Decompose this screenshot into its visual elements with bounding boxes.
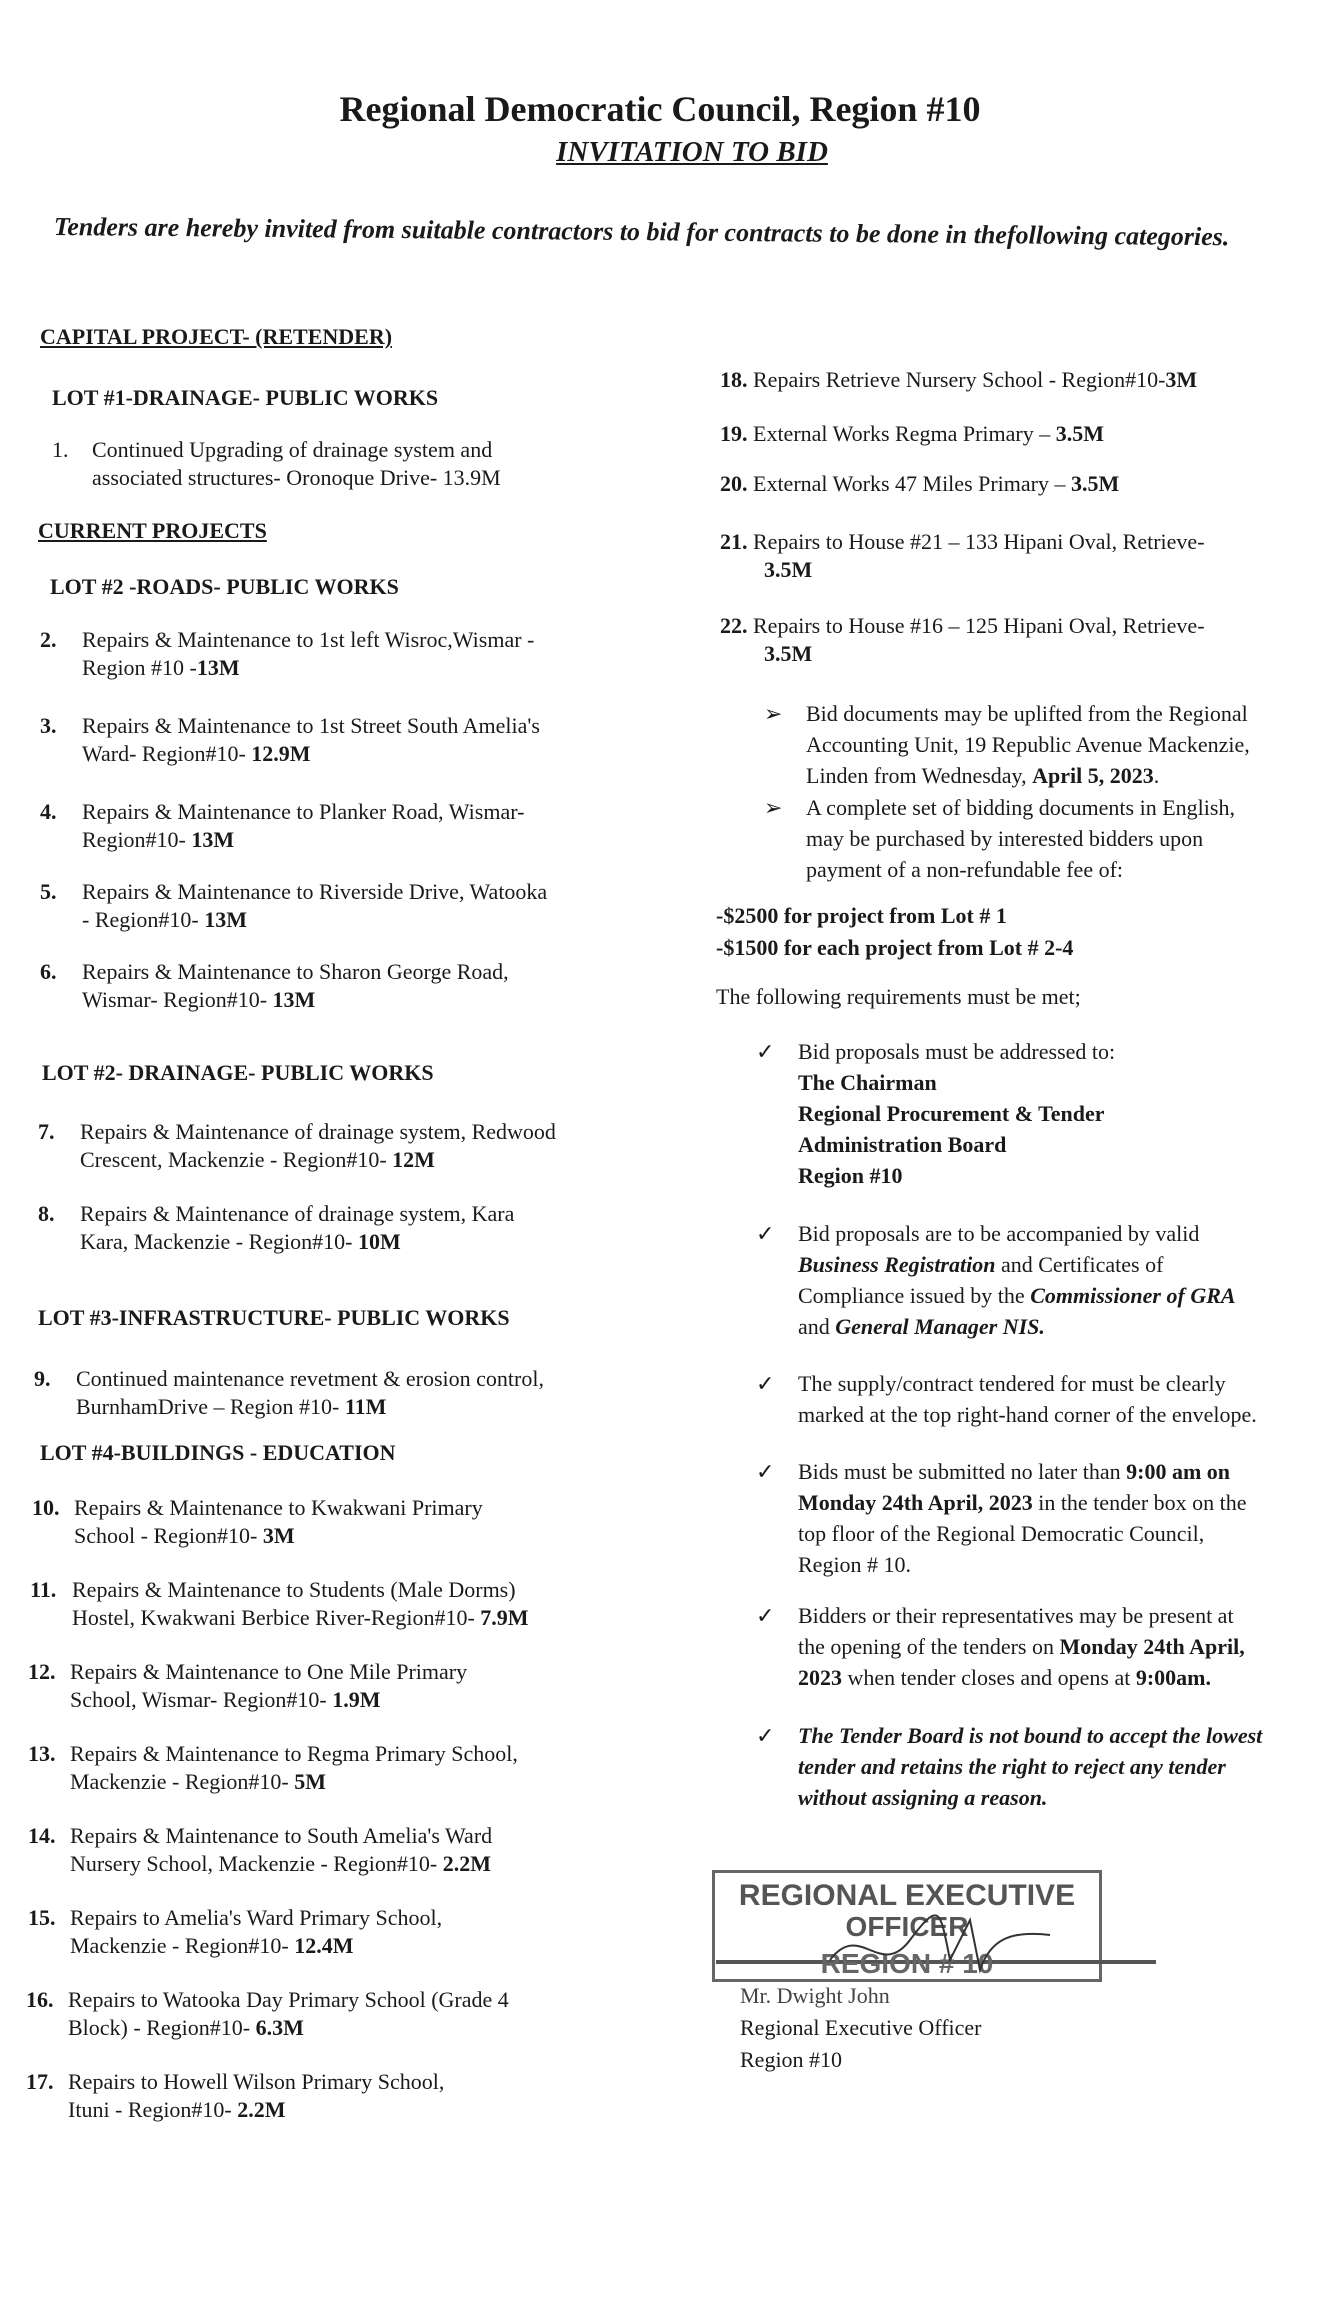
item-amount: 3.5M <box>764 557 813 582</box>
item-amount: 3.5M <box>1055 421 1104 446</box>
list-item <box>720 366 1300 394</box>
item-text: Mackenzie - Region#10- <box>70 1933 295 1958</box>
current-projects-heading: CURRENT PROJECTS <box>38 518 267 543</box>
bullet-item: ➢ Bid documents may be uplifted from the Regional Accounting Unit, 19 Republic Avenue Mackenzie, Linden from Wednesday, April 5, 2023. <box>764 698 1304 791</box>
item-text: Repairs to House #16 – 125 Hipani Oval, Retrieve- <box>753 613 1205 638</box>
page-title: Regional Democratic Council, Region #10 <box>339 89 981 129</box>
item-amount: 2.2M <box>442 1851 491 1876</box>
lot1-heading: LOT #1-DRAINAGE- PUBLIC WORKS <box>52 385 439 410</box>
list-item <box>720 420 1300 448</box>
list-item <box>720 470 1300 498</box>
item-text: Hostel, Kwakwani Berbice River-Region#10- <box>72 1605 481 1630</box>
signer-title: Regional Executive Officer <box>740 2015 982 2040</box>
item-number: 18. <box>720 367 748 392</box>
item-text: Repairs to Howell Wilson Primary School, <box>68 2069 445 2094</box>
item-amount: 5M <box>294 1769 326 1794</box>
item-number: 11. <box>30 1577 57 1602</box>
checkmark-icon: ✓ <box>756 1371 775 1396</box>
item-amount: 13M <box>272 987 316 1012</box>
checkmark-icon: ✓ <box>756 1459 775 1484</box>
requirement-item: ✓ Bid proposals must be addressed to: The Chairman Regional Procurement & Tender Administration Board Region #10 <box>756 1036 1296 1191</box>
arrow-bullet-icon: ➢ <box>764 701 783 726</box>
item-amount: 13M <box>191 827 235 852</box>
item-amount: 2.2M <box>237 2097 286 2122</box>
stamp-region: REGION # 10 <box>820 1948 994 1979</box>
list-item <box>28 1822 668 1878</box>
item-amount: 3.5M <box>764 641 813 666</box>
item-text: Block) - Region#10- <box>68 2015 256 2040</box>
lot2-drainage-heading: LOT #2- DRAINAGE- PUBLIC WORKS <box>42 1060 434 1085</box>
checkmark-icon: ✓ <box>756 1039 775 1064</box>
checkmark-icon: ✓ <box>756 1221 775 1246</box>
item-amount: 3.5M <box>1071 471 1120 496</box>
signer-name: Mr. Dwight John <box>740 1983 890 2008</box>
requirement-item: ✓ Bids must be submitted no later than 9:00 am on Monday 24th April, 2023 in the tender box on the top floor of the Regional Democratic Council, Region # 10. <box>756 1456 1296 1580</box>
item-text: School, Wismar- Region#10- <box>70 1687 333 1712</box>
item-text: Repairs to House #21 – 133 Hipani Oval, Retrieve- <box>753 529 1205 554</box>
item-number: 12. <box>28 1659 56 1684</box>
list-item <box>40 878 680 934</box>
page-subtitle: INVITATION TO BID <box>556 136 828 168</box>
item-text: Repairs & Maintenance to Riverside Drive, Watooka <box>82 879 548 904</box>
item-text: Region#10- <box>82 827 192 852</box>
item-number: 1. <box>52 437 69 462</box>
item-text: Repairs & Maintenance to Regma Primary School, <box>70 1741 518 1766</box>
item-text: BurnhamDrive – Region #10- <box>76 1394 345 1419</box>
list-item <box>28 1658 668 1714</box>
list-item <box>32 1494 672 1550</box>
fee-lot1: -$2500 for project from Lot # 1 <box>716 903 1007 928</box>
item-amount: 7.9M <box>480 1605 529 1630</box>
bullet-item: ➢ A complete set of bidding documents in English, may be purchased by interested bidders upon payment of a non-refundable fee of: <box>764 792 1304 885</box>
item-text: Crescent, Mackenzie - Region#10- <box>80 1147 393 1172</box>
item-text: Repairs Retrieve Nursery School - Region#10- <box>753 367 1166 392</box>
list-item <box>40 958 680 1014</box>
item-number: 22. <box>720 613 748 638</box>
item-number: 9. <box>34 1366 51 1391</box>
item-text: Ituni - Region#10- <box>68 2097 238 2122</box>
requirement-item: ✓ The supply/contract tendered for must be clearly marked at the top right-hand corner of the envelope. <box>756 1368 1316 1430</box>
item-text: Repairs & Maintenance to South Amelia's Ward <box>70 1823 493 1848</box>
item-text: Repairs & Maintenance to 1st Street South Amelia's <box>82 713 540 738</box>
item-number: 16. <box>26 1987 54 2012</box>
item-text: External Works Regma Primary – <box>753 421 1056 446</box>
item-text: Repairs & Maintenance to Sharon George Road, <box>82 959 509 984</box>
item-number: 5. <box>40 879 57 904</box>
item-text: Repairs & Maintenance to One Mile Primary <box>70 1659 468 1684</box>
signer-block <box>740 1980 982 2076</box>
item-number: 19. <box>720 421 748 446</box>
item-text: Repairs & Maintenance of drainage system, Kara <box>80 1201 515 1226</box>
item-amount: 12.4M <box>294 1933 354 1958</box>
item-text: Repairs to Watooka Day Primary School (Grade 4 <box>68 1987 509 2012</box>
signature-icon <box>820 1900 1060 1990</box>
checkmark-icon: ✓ <box>756 1603 775 1628</box>
item-text: Repairs & Maintenance to Students (Male Dorms) <box>72 1577 516 1602</box>
list-item <box>38 1200 678 1256</box>
capital-project-heading: CAPITAL PROJECT- (RETENDER) <box>40 324 393 349</box>
item-number: 20. <box>720 471 748 496</box>
list-item <box>40 712 680 768</box>
item-text: School - Region#10- <box>74 1523 263 1548</box>
item-text: Ward- Region#10- <box>82 741 252 766</box>
item-text: Repairs & Maintenance to 1st left Wisroc,Wismar - <box>82 627 535 652</box>
list-item <box>26 1986 666 2042</box>
list-item <box>28 1740 668 1796</box>
list-item <box>52 436 612 492</box>
item-text: Repairs & Maintenance to Planker Road, Wismar- <box>82 799 525 824</box>
item-text: Nursery School, Mackenzie - Region#10- <box>70 1851 443 1876</box>
item-number: 17. <box>26 2069 54 2094</box>
item-text: Continued maintenance revetment & erosion control, <box>76 1366 544 1391</box>
list-item <box>28 1904 668 1960</box>
item-text: Region #10 - <box>82 655 197 680</box>
item-number: 13. <box>28 1741 56 1766</box>
signer-region: Region #10 <box>740 2047 843 2072</box>
list-item <box>40 798 680 854</box>
item-number: 2. <box>40 627 57 652</box>
item-amount: 13M <box>204 907 247 932</box>
item-text: Wismar- Region#10- <box>82 987 273 1012</box>
item-text: Continued Upgrading of drainage system and <box>92 437 493 462</box>
item-number: 21. <box>720 529 748 554</box>
item-text: Repairs & Maintenance to Kwakwani Primary <box>74 1495 483 1520</box>
item-text: Mackenzie - Region#10- <box>70 1769 295 1794</box>
list-item <box>30 1576 670 1632</box>
item-amount: 3M <box>1165 367 1198 392</box>
intro-text: Tenders are hereby invited from suitable contractors to bid for contracts to be done in thefollowing categories. <box>53 211 1230 252</box>
lot2-roads-heading: LOT #2 -ROADS- PUBLIC WORKS <box>50 574 399 599</box>
list-item <box>34 1365 674 1421</box>
item-text: External Works 47 Miles Primary – <box>753 471 1072 496</box>
stamp-text: OFFICER <box>845 1911 969 1942</box>
arrow-bullet-icon: ➢ <box>764 795 783 820</box>
item-number: 4. <box>40 799 57 824</box>
item-text: Repairs & Maintenance of drainage system, Redwood <box>80 1119 556 1144</box>
disclaimer-item: ✓ The Tender Board is not bound to accept the lowest tender and retains the right to reject any tender without assigning a reason. <box>756 1720 1316 1813</box>
list-item <box>38 1118 678 1174</box>
requirement-item: ✓ Bidders or their representatives may be present at the opening of the tenders on Monday 24th April, 2023 when tender closes and opens at 9:00am. <box>756 1600 1296 1693</box>
item-amount: 12M <box>392 1147 435 1172</box>
list-item <box>720 612 1300 668</box>
item-amount: 6.3M <box>255 2015 304 2040</box>
requirements-intro: The following requirements must be met; <box>716 984 1081 1009</box>
lot4-heading: LOT #4-BUILDINGS - EDUCATION <box>40 1440 396 1465</box>
item-amount: 3M <box>262 1523 295 1548</box>
item-number: 7. <box>38 1119 55 1144</box>
item-number: 8. <box>38 1201 55 1226</box>
item-number: 3. <box>40 713 57 738</box>
item-text: - Region#10- <box>82 907 205 932</box>
item-text: Kara, Mackenzie - Region#10- <box>80 1229 358 1254</box>
list-item <box>40 626 680 682</box>
lot3-heading: LOT #3-INFRASTRUCTURE- PUBLIC WORKS <box>38 1305 510 1330</box>
item-number: 15. <box>28 1905 56 1930</box>
item-number: 10. <box>32 1495 60 1520</box>
list-item <box>26 2068 666 2124</box>
stamp-text: REGIONAL EXECUTIVE <box>738 1879 1076 1912</box>
item-amount: 12.9M <box>251 741 311 766</box>
item-number: 6. <box>40 959 57 984</box>
item-text: Repairs to Amelia's Ward Primary School, <box>70 1905 443 1930</box>
item-amount: 13M <box>196 655 240 680</box>
requirement-item: ✓ Bid proposals are to be accompanied by valid Business Registration and Certificates of Compliance issued by the Commissioner of GRA and General Manager NIS. <box>756 1218 1296 1342</box>
fee-lot2-4: -$1500 for each project from Lot # 2-4 <box>716 935 1074 960</box>
list-item <box>720 528 1300 584</box>
checkmark-icon: ✓ <box>756 1723 775 1748</box>
item-number: 14. <box>28 1823 56 1848</box>
item-amount: 1.9M <box>332 1687 381 1712</box>
item-text: associated structures- Oronoque Drive- 13.9M <box>92 465 501 490</box>
item-amount: 10M <box>357 1229 401 1254</box>
item-amount: 11M <box>344 1394 387 1419</box>
